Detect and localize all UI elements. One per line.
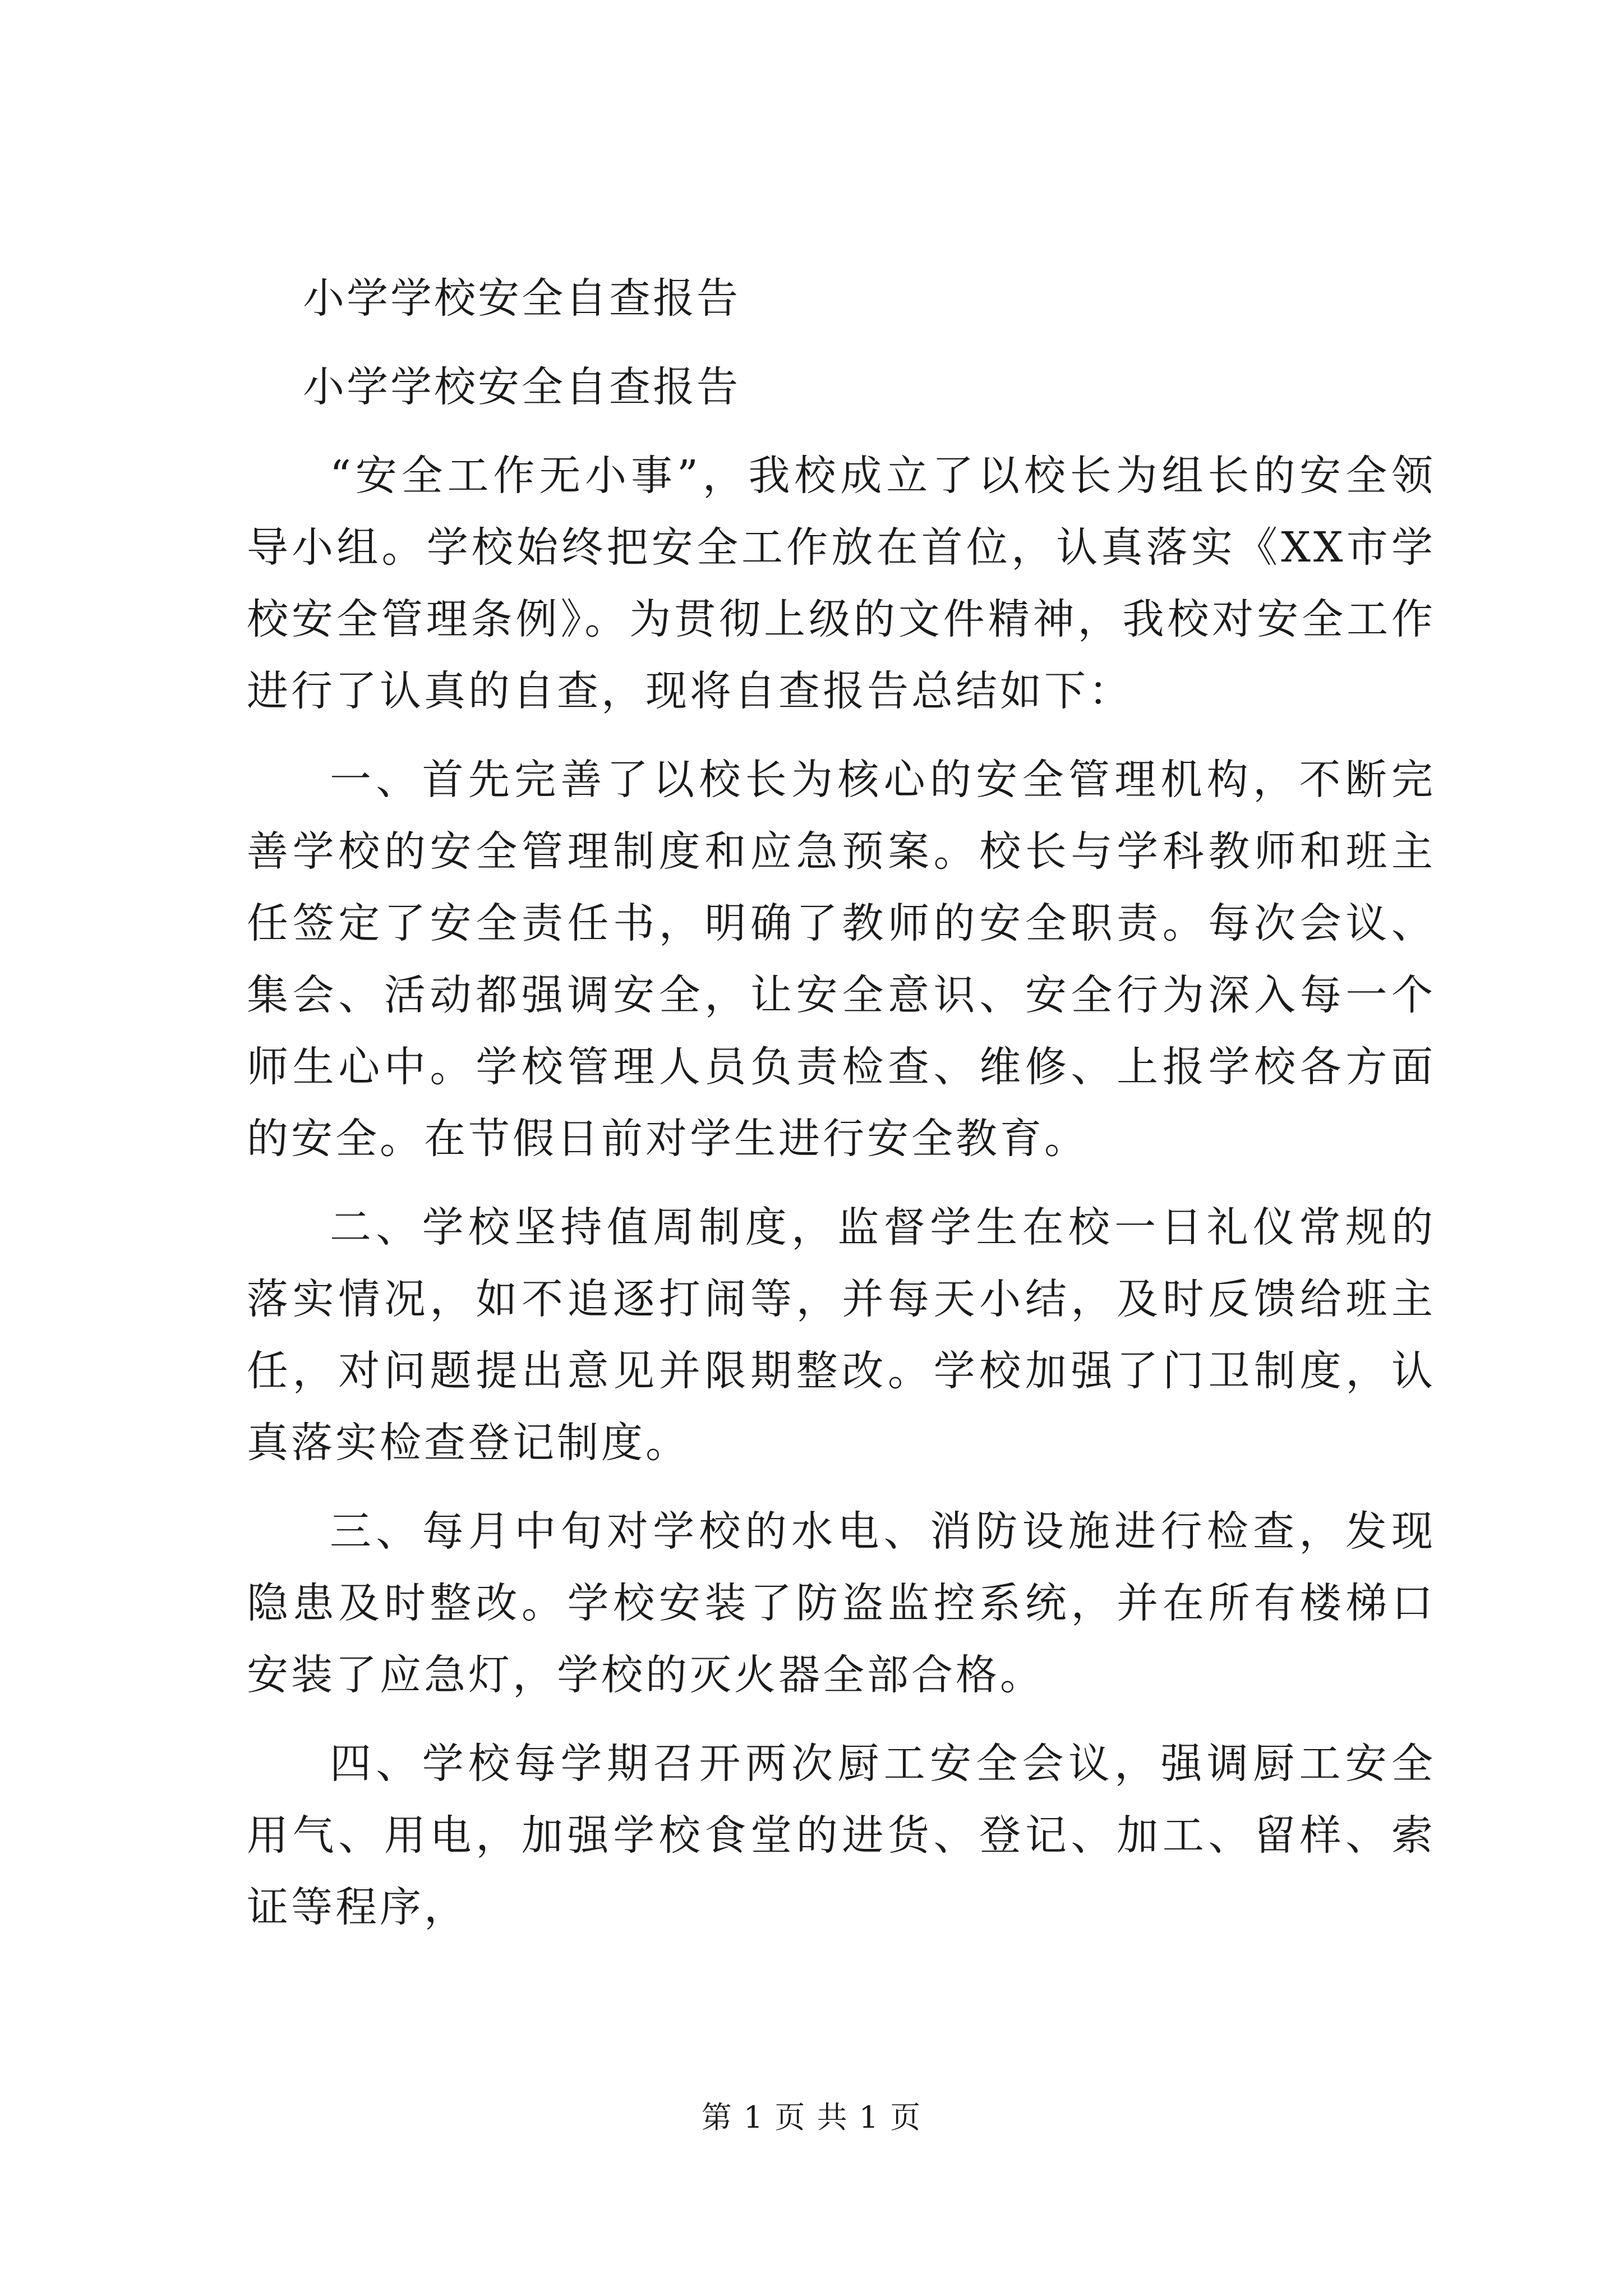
document-body <box>247 263 1436 1960</box>
paragraph-section-3: 三、每月中旬对学校的水电、消防设施进行检查，发现隐患及时整改。学校安装了防盗监控系统，并在所有楼梯口安装了应急灯，学校的灭火器全部合格。 <box>247 1507 1436 1699</box>
paragraph-section-1: 一、首先完善了以校长为核心的安全管理机构，不断完善学校的安全管理制度和应急预案。校长与学科教师和班主任签定了安全责任书，明确了教师的安全职责。每次会议、集会、活动都强调安全，让安全意识、安全行为深入每一个师生心中。学校管理人员负责检查、维修、上报学校各方面的安全。在节假日前对学生进行安全教育。 <box>247 756 1436 1163</box>
paragraph-intro: “安全工作无小事”，我校成立了以校长为组长的安全领导小组。学校始终把安全工作放在首位，认真落实《XX市学校安全管理条例》。为贯彻上级的文件精神，我校对安全工作进行了认真的自查，现将自查报告总结如下： <box>247 452 1436 715</box>
document-title: 小学学校安全自查报告 <box>303 274 740 323</box>
page-footer: 第 1 页 共 1 页 <box>701 2100 922 2135</box>
document-subtitle: 小学学校安全自查报告 <box>303 363 740 411</box>
paragraph-section-2: 二、学校坚持值周制度，监督学生在校一日礼仪常规的落实情况，如不追逐打闹等，并每天小结，及时反馈给班主任，对问题提出意见并限期整改。学校加强了门卫制度，认真落实检查登记制度。 <box>247 1203 1436 1467</box>
paragraph-section-4: 四、学校每学期召开两次厨工安全会议，强调厨工安全用气、用电，加强学校食堂的进货、登记、加工、留样、索证等程序， <box>247 1740 1436 1931</box>
